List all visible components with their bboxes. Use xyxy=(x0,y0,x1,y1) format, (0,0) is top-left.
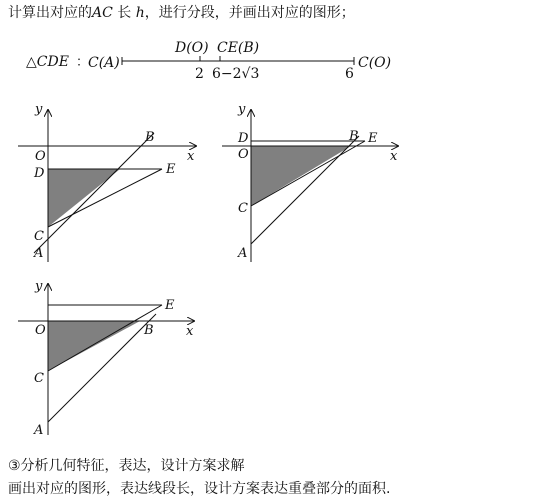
fig2-label-y: y xyxy=(238,102,246,117)
fig1-label-e: E xyxy=(166,162,176,177)
mark-do-label: D(O) xyxy=(175,40,209,56)
heading-text-1: 计算出对应的 xyxy=(8,5,92,21)
fig2-label-e: E xyxy=(368,131,378,146)
number-line xyxy=(26,40,391,82)
fig3-label-c: C xyxy=(34,371,44,386)
fig1-label-y: y xyxy=(35,102,43,117)
fig2-label-x: x xyxy=(390,149,398,164)
heading-text-2: 长 xyxy=(112,5,136,21)
fig2-label-a: A xyxy=(238,246,248,261)
ac-symbol: AC xyxy=(92,5,113,21)
fig3-label-o: O xyxy=(35,323,46,338)
figure-2 xyxy=(222,102,398,262)
fig3-label-a: A xyxy=(34,423,44,438)
fig3-label-x: x xyxy=(186,324,194,339)
fig2-label-o: O xyxy=(238,147,249,162)
mark-ceb-label: CE(B) xyxy=(217,40,260,56)
number-line-right-label: C(O) xyxy=(358,55,392,71)
fig1-label-c: C xyxy=(34,229,44,244)
fig2-label-d: D xyxy=(238,131,249,146)
mark-6-value: 6 xyxy=(345,66,354,82)
footer-line-1: ③分析几何特征，表达，设计方案求解 xyxy=(8,458,245,474)
fig1-label-o: O xyxy=(35,149,46,164)
mark-6-2sqrt3-value: 6−2√3 xyxy=(212,66,260,82)
fig1-label-x: x xyxy=(187,149,195,164)
triangle-cde-label: △CDE xyxy=(26,54,69,70)
fig1-label-a: A xyxy=(34,246,44,261)
figure-3 xyxy=(18,279,194,438)
fig1-label-b: B xyxy=(145,130,155,145)
number-line-left-label: C(A) xyxy=(88,55,120,71)
fig3-label-e: E xyxy=(165,298,175,313)
figure-1 xyxy=(18,102,196,262)
footer-line-2: 画出对应的图形，表达线段长，设计方案表达重叠部分的面积. xyxy=(8,481,391,497)
h-symbol: h xyxy=(135,5,145,21)
heading-text-3: ，进行分段，并画出对应的图形； xyxy=(144,5,355,21)
fig1-label-d: D xyxy=(34,166,45,181)
fig3-label-b: B xyxy=(144,323,154,338)
fig2-label-b: B xyxy=(349,129,359,144)
fig3-label-y: y xyxy=(35,279,43,294)
colon-label: ： xyxy=(76,55,90,70)
fig2-label-c: C xyxy=(238,201,248,216)
mark-2-value: 2 xyxy=(195,66,204,82)
